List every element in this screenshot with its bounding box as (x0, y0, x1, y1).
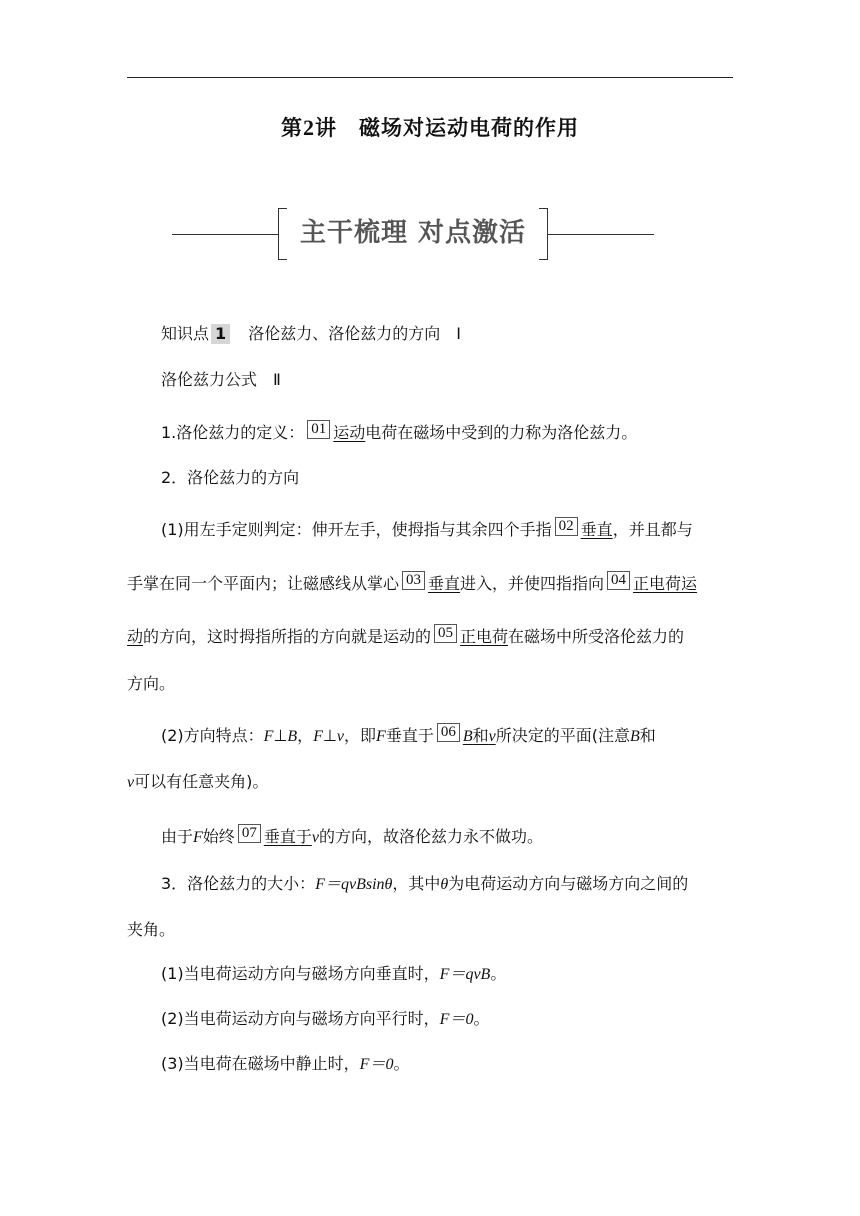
case-parallel: (2)当电荷运动方向与磁场方向平行时，F＝0。 (161, 1009, 490, 1028)
answer-04: 正电荷运 (633, 574, 698, 593)
answer-box-02: 02 (555, 517, 578, 536)
banner-rule-left (172, 234, 278, 235)
case-static: (3)当电荷在磁场中静止时，F＝0。 (161, 1054, 410, 1073)
knowledge-point-heading: 知识点 1 洛伦兹力、洛伦兹力的方向 Ⅰ (161, 324, 461, 343)
direction-line-4: 方向。 (127, 674, 176, 693)
answer-06: B和v (462, 726, 496, 745)
direction-line-3: 动的方向，这时拇指所指的方向就是运动的 05 正电荷在磁场中所受洛伦兹力的 (127, 625, 685, 646)
page-title: 第2讲 磁场对运动电荷的作用 (281, 115, 579, 140)
answer-03: 垂直 (428, 574, 461, 593)
no-work-paragraph: 由于F始终 07 垂直于v的方向，故洛伦兹力永不做功。 (161, 825, 543, 846)
banner-bracket-left (278, 208, 287, 260)
magnitude-line-1: 3．洛伦兹力的大小：F＝qvBsinθ，其中θ为电荷运动方向与磁场方向之间的 (161, 874, 689, 893)
answer-01: 运动 (333, 423, 366, 442)
direction-feature-line-2: v可以有任意夹角)。 (127, 772, 269, 791)
top-rule (127, 77, 733, 78)
answer-box-06: 06 (437, 723, 460, 742)
answer-box-01: 01 (307, 420, 330, 439)
answer-box-03: 03 (402, 571, 425, 590)
answer-05: 正电荷 (460, 627, 509, 646)
answer-box-04: 04 (607, 571, 630, 590)
direction-line-2: 手掌在同一个平面内；让磁感线从掌心 03 垂直进入，并使四指指向 04 正电荷运 (127, 572, 698, 593)
answer-02: 垂直 (580, 520, 613, 539)
answer-box-07: 07 (238, 824, 261, 843)
magnitude-line-2: 夹角。 (127, 920, 176, 939)
section-banner (172, 206, 654, 262)
banner-rule-right (548, 234, 654, 235)
knowledge-point-line2: 洛伦兹力公式 Ⅱ (161, 370, 281, 389)
lorentz-formula: F＝qvBsin (315, 876, 385, 893)
answer-07: 垂直于 (263, 827, 312, 846)
direction-feature-line-1: (2)方向特点：F⊥B，F⊥v，即F垂直于 06 B和v所决定的平面(注意B和 (161, 724, 656, 745)
knowledge-number-badge: 1 (211, 324, 230, 344)
banner-text: 主干梳理 对点激活 (299, 218, 527, 248)
case-perpendicular: (1)当电荷运动方向与磁场方向垂直时，F＝qvB。 (161, 964, 507, 983)
definition-paragraph: 1.洛伦兹力的定义： 01 运动电荷在磁场中受到的力称为洛伦兹力。 (161, 421, 638, 442)
section-2-heading: 2．洛伦兹力的方向 (161, 468, 300, 487)
answer-box-05: 05 (434, 624, 457, 643)
direction-line-1: (1)用左手定则判定：伸开左手，使拇指与其余四个手指 02 垂直，并且都与 (161, 518, 693, 539)
banner-bracket-right (539, 208, 548, 260)
